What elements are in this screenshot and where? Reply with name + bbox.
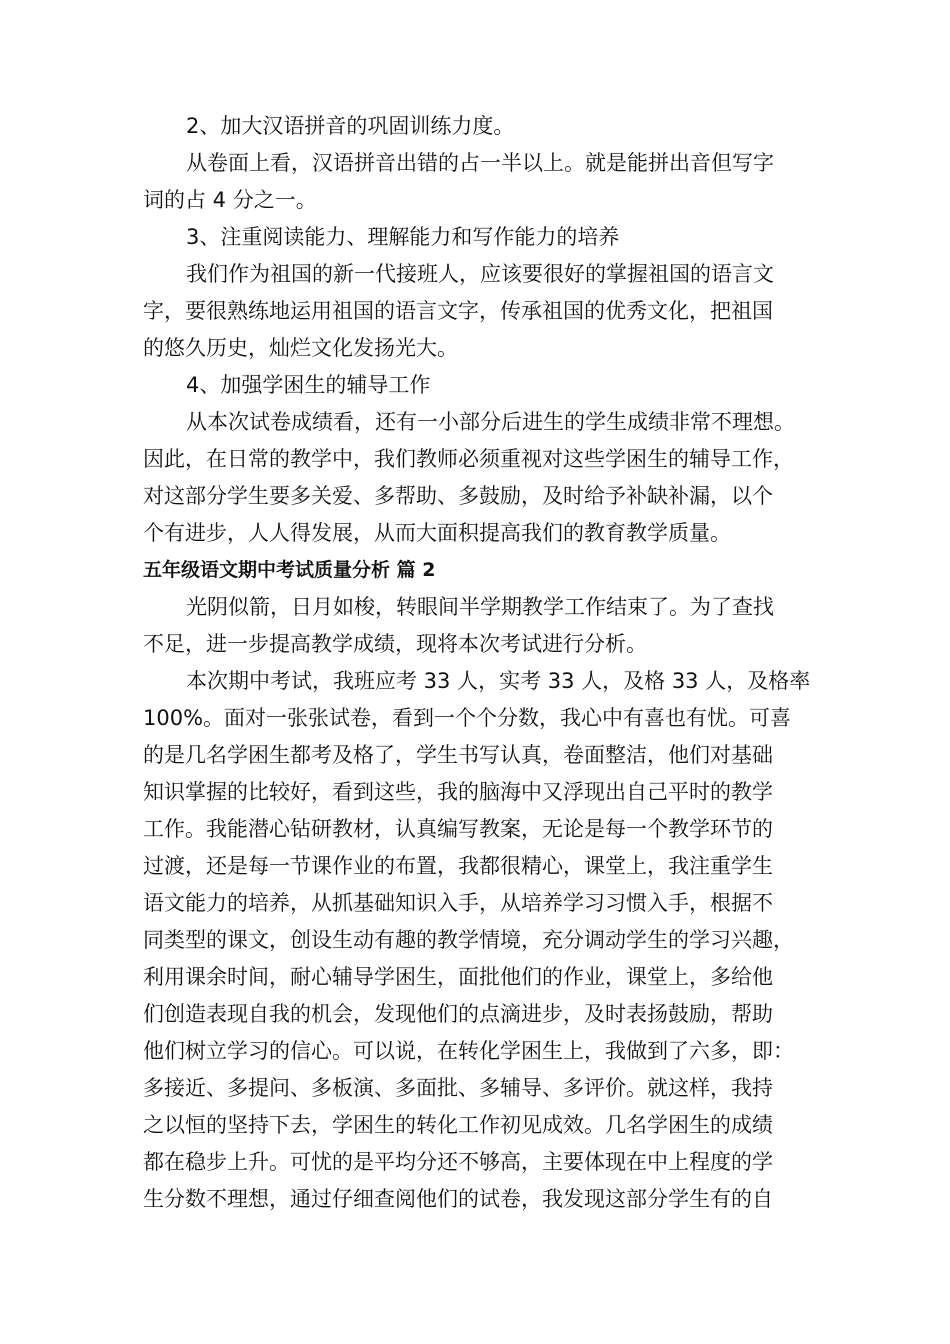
text-line: 字，要很熟练地运用祖国的语言文字，传承祖国的优秀文化，把祖国	[143, 299, 773, 323]
document-page	[143, 108, 823, 1218]
text-line: 工作。我能潜心钻研教材，认真编写教案，无论是每一个教学环节的	[143, 817, 773, 841]
text-line: 知识掌握的比较好，看到这些，我的脑海中又浮现出自己平时的教学	[143, 780, 773, 804]
text-line: 本次期中考试，我班应考 33 人，实考 33 人，及格 33 人，及格率	[186, 669, 811, 693]
text-line: 的是几名学困生都考及格了，学生书写认真，卷面整洁，他们对基础	[143, 743, 773, 767]
text-line: 语文能力的培养，从抓基础知识入手，从培养学习习惯入手，根据不	[143, 891, 773, 915]
text-line: 他们树立学习的信心。可以说，在转化学困生上，我做到了六多，即：	[143, 1039, 794, 1063]
text-line: 从卷面上看，汉语拼音出错的占一半以上。就是能拼出音但写字	[186, 151, 774, 175]
text-line: 因此，在日常的教学中，我们教师必须重视对这些学困生的辅导工作，	[143, 447, 794, 471]
text-line: 之以恒的坚持下去，学困生的转化工作初见成效。几名学困生的成绩	[143, 1113, 773, 1137]
text-line: 的悠久历史，灿烂文化发扬光大。	[143, 336, 458, 360]
text-line: 利用课余时间，耐心辅导学困生，面批他们的作业，课堂上，多给他	[143, 965, 773, 989]
text-line: 们创造表现自我的机会，发现他们的点滴进步，及时表扬鼓励，帮助	[143, 1002, 773, 1026]
text-line: 100%。面对一张张试卷，看到一个个分数，我心中有喜也有忧。可喜	[143, 706, 792, 730]
text-line: 过渡，还是每一节课作业的布置，我都很精心，课堂上，我注重学生	[143, 854, 773, 878]
text-line: 多接近、多提问、多板演、多面批、多辅导、多评价。就这样，我持	[143, 1076, 773, 1100]
text-line: 生分数不理想，通过仔细查阅他们的试卷，我发现这部分学生有的自	[143, 1187, 773, 1211]
text-line: 对这部分学生要多关爱、多帮助、多鼓励，及时给予补缺补漏，以个	[143, 484, 773, 508]
text-line: 不足，进一步提高教学成绩，现将本次考试进行分析。	[143, 632, 647, 656]
text-line: 词的占 4 分之一。	[143, 188, 317, 212]
text-line: 从本次试卷成绩看，还有一小部分后进生的学生成绩非常不理想。	[186, 410, 795, 434]
text-line: 都在稳步上升。可忧的是平均分还不够高，主要体现在中上程度的学	[143, 1150, 773, 1174]
text-line: 个有进步，人人得发展，从而大面积提高我们的教育教学质量。	[143, 521, 731, 545]
text-line: 3、注重阅读能力、理解能力和写作能力的培养	[186, 225, 620, 249]
text-line: 2、加大汉语拼音的巩固训练力度。	[186, 114, 515, 138]
text-line: 同类型的课文，创设生动有趣的教学情境，充分调动学生的学习兴趣，	[143, 928, 794, 952]
text-line: 光阴似箭，日月如梭，转眼间半学期教学工作结束了。为了查找	[186, 595, 774, 619]
section-heading: 五年级语文期中考试质量分析 篇 2	[143, 559, 436, 581]
text-line: 4、加强学困生的辅导工作	[186, 373, 431, 397]
text-line: 我们作为祖国的新一代接班人，应该要很好的掌握祖国的语言文	[186, 262, 774, 286]
